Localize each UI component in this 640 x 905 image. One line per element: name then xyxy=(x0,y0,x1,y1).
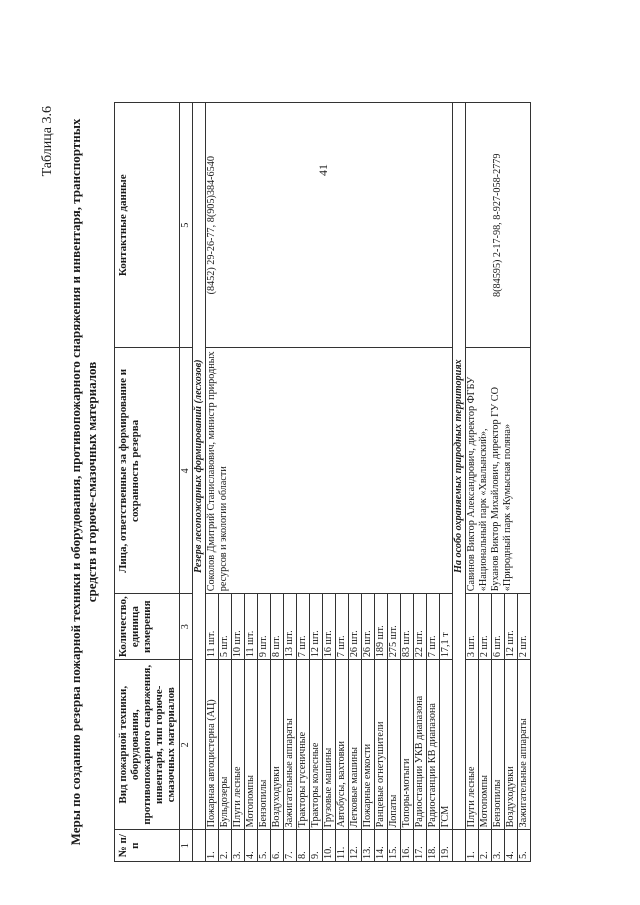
item-name: Пожарная автоцистерна (АЦ) xyxy=(206,660,219,830)
item-quantity: 16 шт. xyxy=(323,594,336,660)
header-col4: Лица, ответственные за формирование и сохранность резерва xyxy=(115,348,180,594)
row-number: 4. xyxy=(505,830,518,862)
row-number: 9. xyxy=(310,830,323,862)
column-number: 3 xyxy=(180,594,193,660)
header-row xyxy=(115,103,180,862)
item-name: Пожарные емкости xyxy=(362,660,375,830)
section-empty-cell xyxy=(193,830,206,862)
row-number: 5. xyxy=(258,830,271,862)
page-number: 41 xyxy=(316,164,330,176)
row-number: 10. xyxy=(323,830,336,862)
row-number: 2. xyxy=(219,830,232,862)
item-quantity: 12 шт. xyxy=(505,594,518,660)
row-number: 14. xyxy=(375,830,388,862)
row-number: 3. xyxy=(492,830,505,862)
responsible-person: Соколов Дмитрий Станиславович, министр природных ресурсов и экологии области xyxy=(206,348,453,594)
item-name: Мотопомпы xyxy=(479,660,492,830)
item-quantity: 2 шт. xyxy=(518,594,531,660)
item-name: Зажигательные аппараты xyxy=(284,660,297,830)
table-body xyxy=(193,103,531,862)
row-number: 8. xyxy=(297,830,310,862)
item-name: Воздуходувки xyxy=(271,660,284,830)
item-name: Воздуходувки xyxy=(505,660,518,830)
item-quantity: 5 шт. xyxy=(219,594,232,660)
row-number: 19. xyxy=(440,830,453,862)
section-header-row xyxy=(193,103,206,862)
item-quantity: 3 шт. xyxy=(466,594,479,660)
item-quantity: 11 шт. xyxy=(206,594,219,660)
item-name: Зажигательные аппараты xyxy=(518,660,531,830)
row-number: 4. xyxy=(245,830,258,862)
header-col5: Контактные данные xyxy=(115,103,180,348)
row-number: 5. xyxy=(518,830,531,862)
responsible-persons xyxy=(466,348,531,594)
item-quantity: 11 шт. xyxy=(245,594,258,660)
document-title: Меры по созданию резерва пожарной техники и оборудования, противопожарного снаряжения и инвентаря, транспортных средств и горюче-смазочных материалов xyxy=(68,118,99,846)
row-number: 2. xyxy=(479,830,492,862)
item-quantity: 6 шт. xyxy=(492,594,505,660)
item-quantity: 9 шт. xyxy=(258,594,271,660)
column-number-row xyxy=(180,103,193,862)
contact-data: 8(84595) 2-17-98, 8-927-058-2779 xyxy=(466,103,531,348)
item-name: Лопаты xyxy=(388,660,401,830)
section-empty-cell xyxy=(453,830,466,862)
section-title: На особо охраняемых природных территориях xyxy=(453,103,466,830)
item-name: Мотопомпы xyxy=(245,660,258,830)
contact-data: (8452) 29-26-77, 8(905)384-6540 xyxy=(206,103,453,348)
item-name: Радиостанции КВ диапазона xyxy=(427,660,440,830)
item-quantity: 83 шт. xyxy=(401,594,414,660)
item-quantity: 189 шт. xyxy=(375,594,388,660)
item-quantity: 7 шт. xyxy=(336,594,349,660)
item-quantity: 13 шт. xyxy=(284,594,297,660)
row-number: 3. xyxy=(232,830,245,862)
column-number: 5 xyxy=(180,103,193,348)
item-name: Топоры-мотыги xyxy=(401,660,414,830)
row-number: 12. xyxy=(349,830,362,862)
row-number: 18. xyxy=(427,830,440,862)
item-quantity: 7 шт. xyxy=(427,594,440,660)
row-number: 16. xyxy=(401,830,414,862)
item-quantity: 26 шт. xyxy=(362,594,375,660)
item-quantity: 8 шт. xyxy=(271,594,284,660)
row-number: 6. xyxy=(271,830,284,862)
item-name: Тракторы гусеничные xyxy=(297,660,310,830)
section-header-row xyxy=(453,103,466,862)
reserve-table xyxy=(114,102,531,862)
item-name: Плуги лесные xyxy=(466,660,479,830)
item-name: Плуги лесные xyxy=(232,660,245,830)
item-quantity: 26 шт. xyxy=(349,594,362,660)
row-number: 17. xyxy=(414,830,427,862)
row-number: 1. xyxy=(206,830,219,862)
column-number: 1 xyxy=(180,830,193,862)
item-name: Бензопилы xyxy=(492,660,505,830)
header-col1: № п/п xyxy=(115,830,180,862)
item-quantity: 10 шт. xyxy=(232,594,245,660)
item-name: Ранцевые огнетушители xyxy=(375,660,388,830)
item-name: Бензопилы xyxy=(258,660,271,830)
item-quantity: 275 шт. xyxy=(388,594,401,660)
header-col3: Количество, единица измерения xyxy=(115,594,180,660)
responsible-person: Буханов Виктор Михайлович, директор ГУ СО «Природный парк «Кумысная поляна» xyxy=(490,387,513,592)
item-name: Бульдозеры xyxy=(219,660,232,830)
table-row xyxy=(206,103,219,862)
item-quantity: 2 шт. xyxy=(479,594,492,660)
item-name: Тракторы колесные xyxy=(310,660,323,830)
item-name: Легковые машины xyxy=(349,660,362,830)
item-quantity: 7 шт. xyxy=(297,594,310,660)
item-name: Радиостанции УКВ диапазона xyxy=(414,660,427,830)
row-number: 1. xyxy=(466,830,479,862)
rotated-content xyxy=(40,102,588,862)
row-number: 13. xyxy=(362,830,375,862)
item-quantity: 12 шт. xyxy=(310,594,323,660)
column-number: 4 xyxy=(180,348,193,594)
header-col2: Вид пожарной техники, оборудования, противопожарного снаряжения, инвентаря, тип горюче-смазочных материалов xyxy=(115,660,180,830)
row-number: 15. xyxy=(388,830,401,862)
item-name: Грузовые машины xyxy=(323,660,336,830)
table-number: Таблица 3.6 xyxy=(40,106,55,177)
section-title: Резерв лесопожарных формирований (лесхозов) xyxy=(193,103,206,830)
item-quantity: 17,1 т xyxy=(440,594,453,660)
item-quantity: 22 шт. xyxy=(414,594,427,660)
row-number: 11. xyxy=(336,830,349,862)
item-name: Автобусы, вахтовки xyxy=(336,660,349,830)
item-name: ГСМ xyxy=(440,660,453,830)
row-number: 7. xyxy=(284,830,297,862)
table-row xyxy=(466,103,479,862)
responsible-person: Савинов Виктор Александрович, директор ФГБУ «Национальный парк «Хвалынский», xyxy=(466,376,489,592)
column-number: 2 xyxy=(180,660,193,830)
